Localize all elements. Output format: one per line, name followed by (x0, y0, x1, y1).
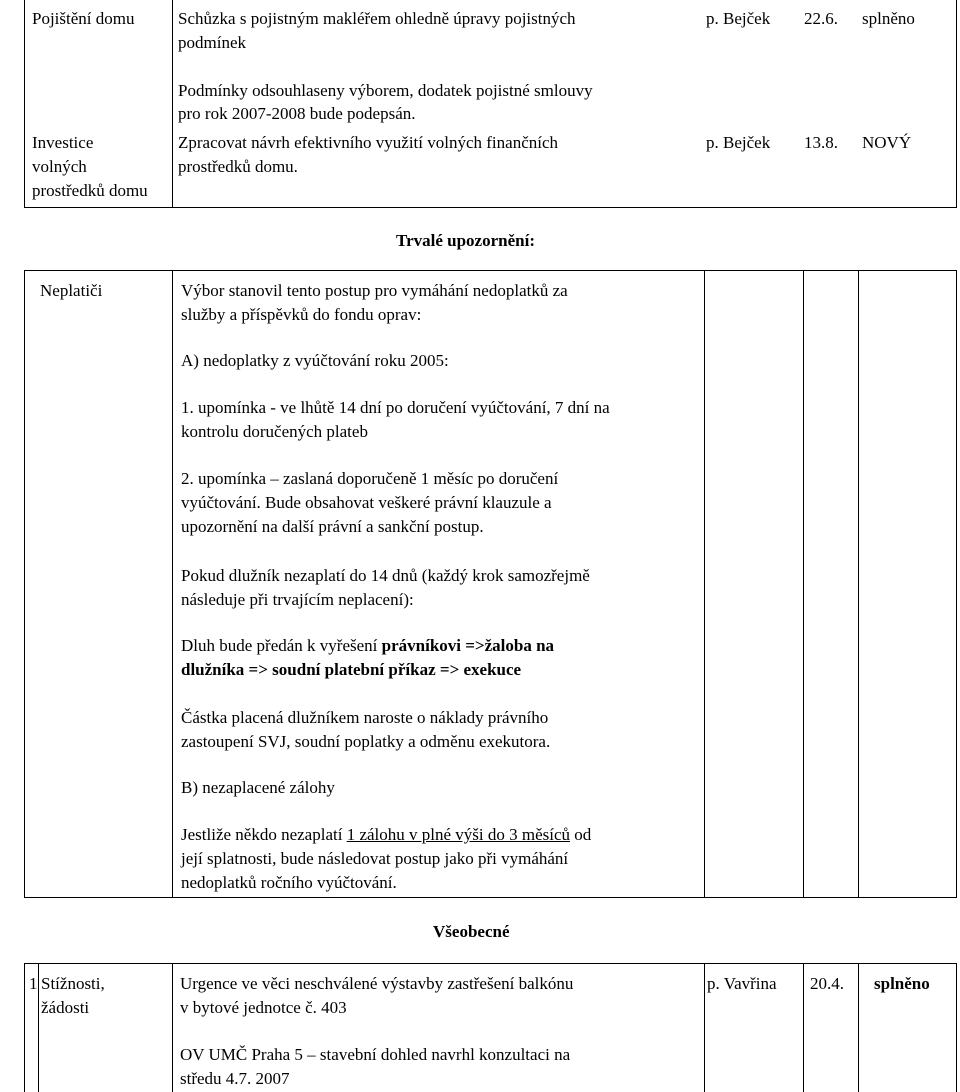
table3-divider-2 (704, 963, 705, 1092)
responsible-insurance: p. Bejček (706, 9, 771, 28)
task-urgence-line1: Urgence ve věci neschválené výstavby zastřešení balkónu (180, 974, 574, 993)
table3-right-border (956, 963, 957, 1092)
table2-right-border (956, 270, 957, 898)
note-urgence-line1: OV UMČ Praha 5 – stavební dohled navrhl konzultaci na (180, 1045, 571, 1064)
table3-divider-3 (803, 963, 804, 1092)
task-insurance-line1: Schůzka s pojistným makléřem ohledně úpravy pojistných (178, 9, 576, 28)
if-line1 (181, 823, 591, 846)
status-investment: NOVÝ (862, 133, 912, 152)
table2-bottom-border (24, 897, 957, 898)
topic-complaints-line1: Stížnosti, (41, 974, 105, 993)
unpaid-line1: Pokud dlužník nezaplatí do 14 dnů (každý krok samozřejmě (181, 566, 590, 585)
reminder1-line1: 1. upomínka - ve lhůtě 14 dní po doručení vyúčtování, 7 dní na (181, 398, 610, 417)
topic-non-payers: Neplatiči (40, 281, 103, 300)
topic-investment-line3: prostředků domu (32, 181, 148, 200)
table2-divider-3 (803, 270, 804, 898)
section-a-heading: A) nedoplatky z vyúčtování roku 2005: (181, 351, 449, 370)
intro-line2: služby a příspěvků do fondu oprav: (181, 305, 422, 324)
table1-column-divider (172, 0, 173, 208)
table3-divider-1 (172, 963, 173, 1092)
table2-divider-1 (172, 270, 173, 898)
section-b-heading: B) nezaplacené zálohy (181, 778, 335, 797)
amount-line2: zastoupení SVJ, soudní poplatky a odměnu exekutora. (181, 732, 551, 751)
date-insurance: 22.6. (804, 9, 838, 28)
unpaid-line2: následuje při trvajícím neplacení): (181, 590, 414, 609)
status-complaints: splněno (874, 974, 930, 993)
task-insurance-line2: podmínek (178, 33, 246, 52)
note-insurance-line1: Podmínky odsouhlaseny výborem, dodatek pojistné smlouvy (178, 81, 593, 100)
table1-bottom-border (24, 207, 957, 208)
table3-top-border (24, 963, 957, 964)
table1-right-border (956, 0, 957, 208)
status-insurance: splněno (862, 9, 915, 28)
table2-top-border (24, 270, 957, 271)
row-number: 1 (29, 974, 38, 993)
note-insurance-line2: pro rok 2007-2008 bude podepsán. (178, 104, 416, 123)
reminder2-line2: vyúčtování. Bude obsahovat veškeré právní klauzule a (181, 493, 552, 512)
if-line1-underlined: 1 zálohu v plné výši do 3 měsíců (346, 825, 571, 844)
table2-divider-2 (704, 270, 705, 898)
table3-divider-number (38, 963, 39, 1092)
date-investment: 13.8. (804, 133, 838, 152)
amount-line1: Částka placená dlužníkem naroste o náklady právního (181, 708, 549, 727)
if-line3: nedoplatků ročního vyúčtování. (181, 873, 397, 892)
table3-divider-4 (858, 963, 859, 1092)
debt-line2: dlužníka => soudní platební příkaz => exekuce (181, 660, 522, 679)
reminder1-line2: kontrolu doručených plateb (181, 422, 368, 441)
table1-left-border (24, 0, 25, 208)
task-urgence-line2: v bytové jednotce č. 403 (180, 998, 347, 1017)
responsible-complaints: p. Vavřina (707, 974, 777, 993)
if-line1-end: od (570, 825, 592, 844)
section-permanent-heading: Trvalé upozornění: (396, 231, 535, 250)
task-investment-line1: Zpracovat návrh efektivního využití volných finančních (178, 133, 559, 152)
reminder2-line1: 2. upomínka – zaslaná doporučeně 1 měsíc po doručení (181, 469, 559, 488)
topic-complaints-line2: žádosti (41, 998, 90, 1017)
responsible-investment: p. Bejček (706, 133, 771, 152)
date-complaints: 20.4. (810, 974, 844, 993)
table2-divider-4 (858, 270, 859, 898)
if-line2: její splatnosti, bude následovat postup jako při vymáhání (181, 849, 569, 868)
note-urgence-line2: středu 4.7. 2007 (180, 1069, 290, 1088)
table3-left-border (24, 963, 25, 1092)
if-line1-start: Jestliže někdo nezaplatí (181, 825, 347, 844)
debt-line1 (181, 634, 554, 657)
intro-line1: Výbor stanovil tento postup pro vymáhání nedoplatků za (181, 281, 568, 300)
debt-line1-bold: právníkovi =>žaloba na (381, 636, 555, 655)
debt-line1-plain: Dluh bude předán k vyřešení (181, 636, 382, 655)
topic-investment-line2: volných (32, 157, 87, 176)
task-investment-line2: prostředků domu. (178, 157, 298, 176)
topic-investment-line1: Investice (32, 133, 94, 152)
reminder2-line3: upozornění na další právní a sankční postup. (181, 517, 484, 536)
table2-left-border (24, 270, 25, 898)
topic-insurance: Pojištění domu (32, 9, 135, 28)
section-general-heading: Všeobecné (433, 922, 510, 941)
